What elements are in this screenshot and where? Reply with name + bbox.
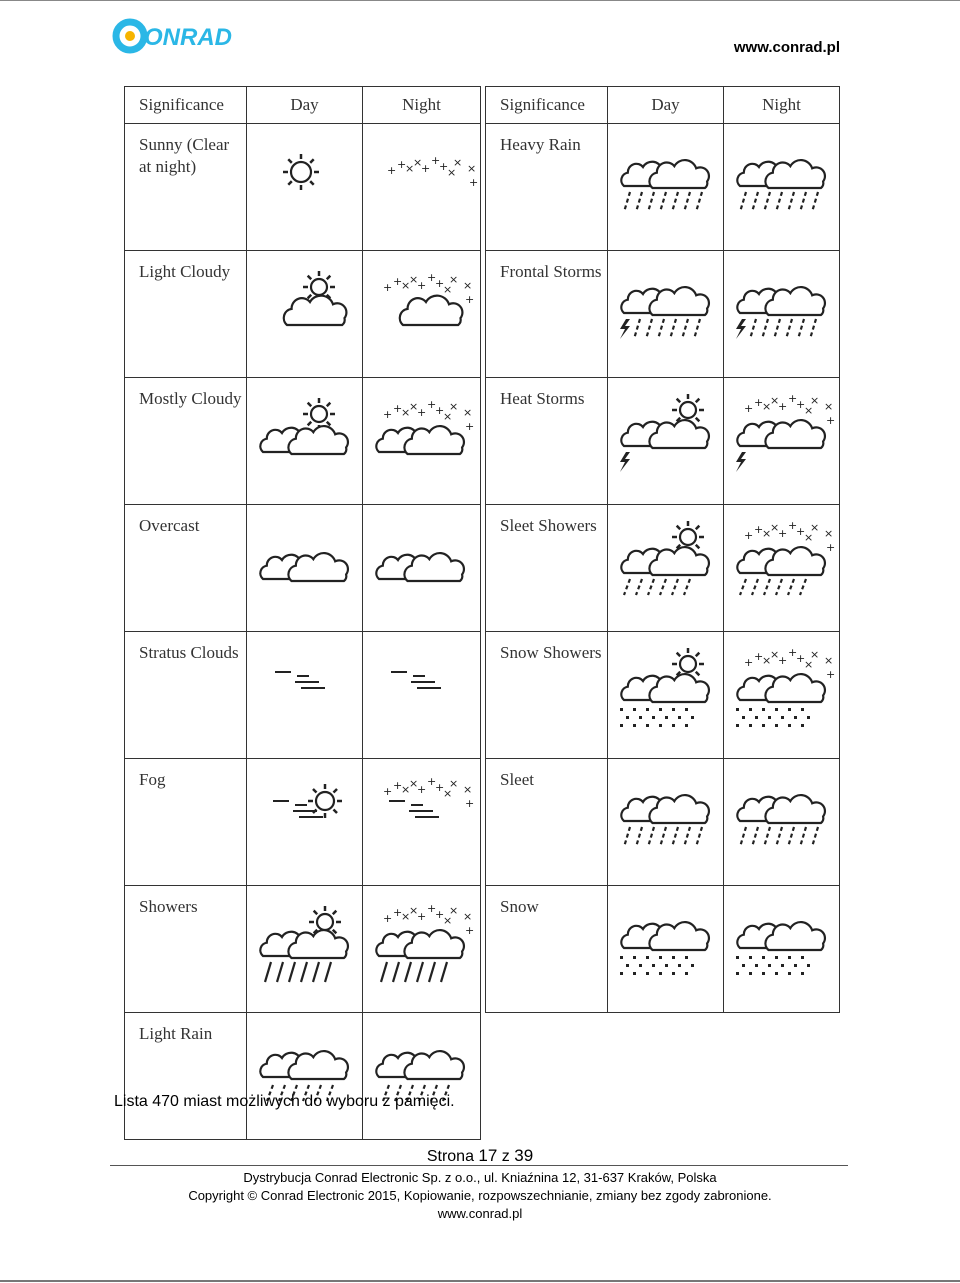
svg-text:+: + <box>826 668 836 681</box>
day-icon-cell <box>608 251 724 378</box>
svg-text:+: + <box>439 160 449 173</box>
svg-text:+: + <box>465 420 475 433</box>
svg-text:×: × <box>804 531 814 544</box>
night-icon-cell <box>724 124 840 251</box>
svg-text:×: × <box>770 394 780 407</box>
day-icon-cell <box>247 886 363 1013</box>
svg-text:+: + <box>778 400 788 413</box>
svg-text:+: + <box>754 650 764 663</box>
svg-text:×: × <box>401 910 411 923</box>
night-icon-cell <box>724 251 840 378</box>
snow-icon <box>730 904 834 988</box>
row-significance: Stratus Clouds <box>125 632 247 759</box>
table-row <box>486 759 840 886</box>
fog-sun-icon <box>253 777 357 861</box>
svg-text:+: + <box>387 164 397 177</box>
svg-text:ONRAD: ONRAD <box>144 24 232 51</box>
table-row <box>486 886 840 1013</box>
svg-text:×: × <box>443 914 453 927</box>
day-icon-cell <box>247 251 363 378</box>
row-significance: Overcast <box>125 505 247 632</box>
day-icon-cell <box>608 378 724 505</box>
svg-text:×: × <box>449 904 459 917</box>
svg-text:+: + <box>427 775 437 788</box>
row-significance: Heat Storms <box>486 378 608 505</box>
svg-text:+: + <box>465 797 475 810</box>
svg-text:+: + <box>427 398 437 411</box>
svg-text:×: × <box>770 521 780 534</box>
table-row <box>486 505 840 632</box>
sleet-showers-sun-icon <box>614 523 718 607</box>
night-icon-cell <box>363 378 481 505</box>
svg-text:×: × <box>770 648 780 661</box>
header-significance: Significance <box>486 87 608 124</box>
svg-text:×: × <box>443 410 453 423</box>
svg-text:+: + <box>435 404 445 417</box>
page-prefix: Strona <box>426 1148 474 1165</box>
night-icon-cell <box>724 886 840 1013</box>
day-icon-cell <box>608 632 724 759</box>
svg-text:×: × <box>453 156 463 169</box>
svg-text:+: + <box>826 541 836 554</box>
day-icon-cell <box>608 505 724 632</box>
night-icon-cell <box>363 886 481 1013</box>
svg-text:×: × <box>409 400 419 413</box>
svg-text:+: + <box>427 902 437 915</box>
caption: Lista 470 miast możliwych do wyboru z pamięci. <box>114 1093 455 1110</box>
svg-text:+: + <box>778 654 788 667</box>
svg-text:×: × <box>447 166 457 179</box>
snow-icon <box>614 904 718 988</box>
table-row <box>125 1013 481 1140</box>
svg-text:×: × <box>762 527 772 540</box>
svg-text:×: × <box>443 283 453 296</box>
svg-text:×: × <box>409 904 419 917</box>
table-row <box>486 124 840 251</box>
overcast-icon <box>253 523 357 607</box>
table-row <box>125 505 481 632</box>
conrad-logo <box>114 16 244 56</box>
table-row <box>486 378 840 505</box>
weather-icons-table-left <box>124 86 481 1140</box>
svg-text:+: + <box>826 414 836 427</box>
svg-text:+: + <box>744 402 754 415</box>
header-night: Night <box>363 87 481 124</box>
day-icon-cell <box>608 886 724 1013</box>
svg-text:+: + <box>431 154 441 167</box>
footer-address: Dystrybucja Conrad Electronic Sp. z o.o., ul. Kniaźnina 12, 31-637 Kraków, Polska <box>243 1170 717 1185</box>
svg-text:+: + <box>383 912 393 925</box>
night-icon-cell <box>363 1013 481 1140</box>
table-row <box>125 251 481 378</box>
page-sep: z <box>501 1148 510 1165</box>
day-icon-cell <box>608 124 724 251</box>
table-row <box>125 378 481 505</box>
svg-text:+: + <box>796 525 806 538</box>
heat-storm-sun-icon <box>614 396 718 480</box>
footer-divider <box>110 1165 848 1166</box>
table-row <box>486 632 840 759</box>
header-night: Night <box>724 87 840 124</box>
svg-text:+: + <box>427 271 437 284</box>
svg-text:+: + <box>435 908 445 921</box>
sun-clouds-icon <box>253 396 357 480</box>
svg-text:+: + <box>778 527 788 540</box>
stratus-icon <box>369 650 473 734</box>
night-icon-cell <box>724 632 840 759</box>
svg-text:×: × <box>409 273 419 286</box>
night-icon-cell <box>363 505 481 632</box>
table-row <box>125 886 481 1013</box>
svg-text:×: × <box>824 400 834 413</box>
svg-text:×: × <box>467 162 477 175</box>
svg-text:+: + <box>754 523 764 536</box>
row-significance: Snow <box>486 886 608 1013</box>
night-icon-cell <box>724 759 840 886</box>
svg-text:+: + <box>417 910 427 923</box>
svg-text:+: + <box>393 275 403 288</box>
row-significance: Sleet Showers <box>486 505 608 632</box>
svg-text:×: × <box>401 279 411 292</box>
svg-text:+: + <box>788 392 798 405</box>
stratus-icon <box>253 650 357 734</box>
stars-clouds-icon <box>369 396 473 480</box>
svg-text:+: + <box>435 277 445 290</box>
row-significance: Showers <box>125 886 247 1013</box>
table-row <box>125 632 481 759</box>
page-top-border <box>0 0 960 1</box>
header-day: Day <box>608 87 724 124</box>
svg-text:+: + <box>393 906 403 919</box>
svg-text:+: + <box>744 529 754 542</box>
svg-text:+: + <box>465 293 475 306</box>
snow-showers-sun-icon <box>614 650 718 734</box>
svg-text:×: × <box>449 273 459 286</box>
weather-icons-table-right <box>485 86 840 1013</box>
svg-text:+: + <box>469 176 479 189</box>
svg-text:×: × <box>463 279 473 292</box>
overcast-icon <box>369 523 473 607</box>
svg-text:+: + <box>383 281 393 294</box>
row-significance: Light Cloudy <box>125 251 247 378</box>
svg-text:+: + <box>465 924 475 937</box>
night-icon-cell <box>724 505 840 632</box>
svg-text:+: + <box>788 519 798 532</box>
svg-text:+: + <box>788 646 798 659</box>
night-icon-cell <box>363 632 481 759</box>
svg-text:+: + <box>393 779 403 792</box>
svg-text:×: × <box>401 406 411 419</box>
sleet-icon <box>614 777 718 861</box>
sleet-icon <box>730 777 834 861</box>
page-bottom-border <box>0 1280 960 1282</box>
day-icon-cell <box>608 759 724 886</box>
svg-text:+: + <box>417 406 427 419</box>
table-row <box>125 759 481 886</box>
svg-text:×: × <box>449 400 459 413</box>
svg-text:+: + <box>383 785 393 798</box>
header-day: Day <box>247 87 363 124</box>
row-significance: Sleet <box>486 759 608 886</box>
svg-text:×: × <box>810 648 820 661</box>
svg-text:×: × <box>804 658 814 671</box>
fog-stars-icon <box>369 777 473 861</box>
svg-text:×: × <box>413 156 423 169</box>
svg-text:+: + <box>744 656 754 669</box>
svg-text:+: + <box>393 402 403 415</box>
day-icon-cell <box>247 505 363 632</box>
sun-cloud-icon <box>253 269 357 353</box>
row-significance: Heavy Rain <box>486 124 608 251</box>
frontal-storm-icon <box>730 269 834 353</box>
day-icon-cell <box>247 759 363 886</box>
svg-text:+: + <box>397 158 407 171</box>
svg-text:+: + <box>421 162 431 175</box>
svg-text:+: + <box>796 652 806 665</box>
day-icon-cell <box>247 632 363 759</box>
snow-showers-stars-icon <box>730 646 836 734</box>
svg-text:×: × <box>804 404 814 417</box>
svg-text:×: × <box>405 162 415 175</box>
table-row <box>486 251 840 378</box>
row-significance: Mostly Cloudy <box>125 378 247 505</box>
svg-text:+: + <box>754 396 764 409</box>
svg-text:×: × <box>463 910 473 923</box>
day-icon-cell <box>247 378 363 505</box>
svg-text:+: + <box>383 408 393 421</box>
heat-storm-stars-icon <box>730 392 836 480</box>
day-icon-cell <box>247 1013 363 1140</box>
svg-text:+: + <box>435 781 445 794</box>
page-current: 17 <box>478 1146 498 1165</box>
header-significance: Significance <box>125 87 247 124</box>
heavy-rain-icon <box>614 142 718 226</box>
row-significance: Light Rain <box>125 1013 247 1140</box>
night-icon-cell <box>724 378 840 505</box>
svg-text:×: × <box>762 654 772 667</box>
showers-stars-icon <box>369 904 473 988</box>
svg-text:×: × <box>824 527 834 540</box>
night-icon-cell <box>363 251 481 378</box>
svg-text:×: × <box>449 777 459 790</box>
night-icon-cell <box>363 759 481 886</box>
svg-text:×: × <box>810 521 820 534</box>
sun-icon <box>253 142 357 226</box>
header-url[interactable]: www.conrad.pl <box>733 39 840 56</box>
svg-text:×: × <box>443 787 453 800</box>
row-significance: Snow Showers <box>486 632 608 759</box>
night-icon-cell <box>363 124 481 251</box>
page-number <box>0 1146 960 1166</box>
page-total: 39 <box>514 1146 534 1165</box>
svg-text:×: × <box>824 654 834 667</box>
svg-text:+: + <box>417 279 427 292</box>
showers-sun-icon <box>253 904 357 988</box>
table-row <box>125 124 481 251</box>
heavy-rain-icon <box>730 142 834 226</box>
footer-copyright: Copyright © Conrad Electronic 2015, Kopiowanie, rozpowszechnianie, zmiany bez zgody zabronione. <box>188 1188 772 1203</box>
svg-text:×: × <box>409 777 419 790</box>
svg-text:×: × <box>463 783 473 796</box>
row-significance: Fog <box>125 759 247 886</box>
svg-text:×: × <box>762 400 772 413</box>
svg-text:×: × <box>810 394 820 407</box>
svg-text:+: + <box>417 783 427 796</box>
svg-text:×: × <box>401 783 411 796</box>
stars-icon <box>369 142 479 226</box>
sleet-showers-stars-icon <box>730 519 836 607</box>
day-icon-cell <box>247 124 363 251</box>
footer-url[interactable]: www.conrad.pl <box>437 1206 523 1221</box>
frontal-storm-icon <box>614 269 718 353</box>
row-significance: Frontal Storms <box>486 251 608 378</box>
svg-text:+: + <box>796 398 806 411</box>
stars-cloud-icon <box>369 269 473 353</box>
row-significance: Sunny (Clear at night) <box>125 124 247 251</box>
svg-text:×: × <box>463 406 473 419</box>
